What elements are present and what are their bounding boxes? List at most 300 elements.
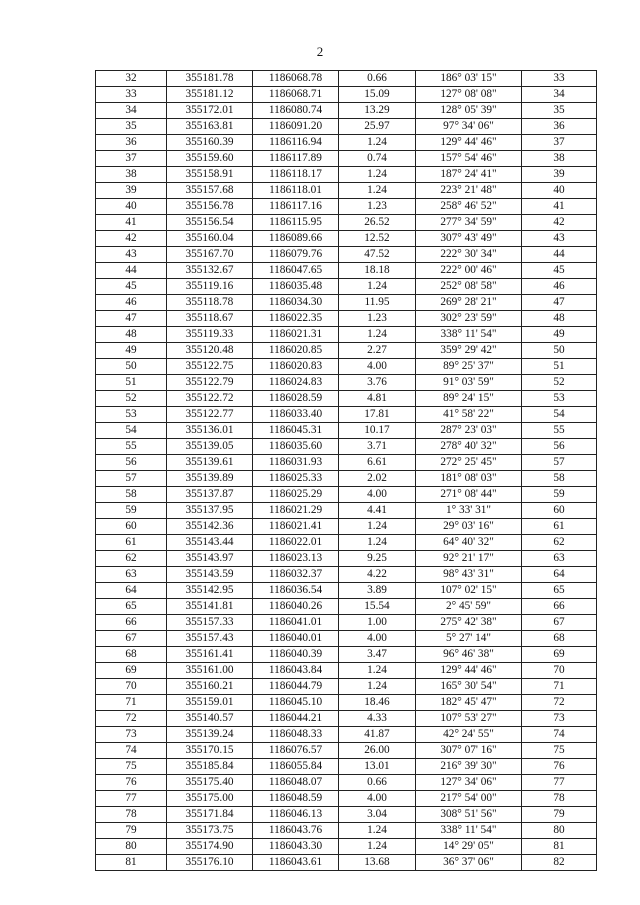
y-coordinate-cell: 1186020.85 <box>253 343 339 359</box>
distance-cell: 2.02 <box>339 471 416 487</box>
bearing-cell: 359° 29' 42" <box>416 343 522 359</box>
bearing-cell: 129° 44' 46" <box>416 663 522 679</box>
distance-cell: 3.47 <box>339 647 416 663</box>
table-row <box>96 311 597 327</box>
point-number-cell: 49 <box>96 343 167 359</box>
point-number-cell: 60 <box>96 519 167 535</box>
next-point-cell: 65 <box>522 583 597 599</box>
distance-cell: 1.24 <box>339 663 416 679</box>
next-point-cell: 80 <box>522 823 597 839</box>
y-coordinate-cell: 1186044.79 <box>253 679 339 695</box>
x-coordinate-cell: 355122.79 <box>167 375 253 391</box>
bearing-cell: 307° 07' 16" <box>416 743 522 759</box>
point-number-cell: 51 <box>96 375 167 391</box>
distance-cell: 1.24 <box>339 823 416 839</box>
next-point-cell: 43 <box>522 231 597 247</box>
point-number-cell: 78 <box>96 807 167 823</box>
point-number-cell: 80 <box>96 839 167 855</box>
y-coordinate-cell: 1186079.76 <box>253 247 339 263</box>
y-coordinate-cell: 1186021.41 <box>253 519 339 535</box>
page-number: 2 <box>316 44 324 59</box>
distance-cell: 1.24 <box>339 183 416 199</box>
bearing-cell: 128° 05' 39" <box>416 103 522 119</box>
table-row <box>96 199 597 215</box>
distance-cell: 1.23 <box>339 311 416 327</box>
next-point-cell: 35 <box>522 103 597 119</box>
y-coordinate-cell: 1186040.39 <box>253 647 339 663</box>
next-point-cell: 54 <box>522 407 597 423</box>
y-coordinate-cell: 1186044.21 <box>253 711 339 727</box>
x-coordinate-cell: 355157.33 <box>167 615 253 631</box>
bearing-cell: 2° 45' 59" <box>416 599 522 615</box>
table-row <box>96 327 597 343</box>
table-row <box>96 343 597 359</box>
point-number-cell: 73 <box>96 727 167 743</box>
table-row <box>96 775 597 791</box>
point-number-cell: 35 <box>96 119 167 135</box>
point-number-cell: 62 <box>96 551 167 567</box>
table-row <box>96 167 597 183</box>
next-point-cell: 72 <box>522 695 597 711</box>
table-row <box>96 231 597 247</box>
next-point-cell: 52 <box>522 375 597 391</box>
distance-cell: 4.22 <box>339 567 416 583</box>
x-coordinate-cell: 355143.59 <box>167 567 253 583</box>
point-number-cell: 44 <box>96 263 167 279</box>
distance-cell: 4.00 <box>339 631 416 647</box>
distance-cell: 13.01 <box>339 759 416 775</box>
point-number-cell: 33 <box>96 87 167 103</box>
table-row <box>96 823 597 839</box>
bearing-cell: 269° 28' 21" <box>416 295 522 311</box>
next-point-cell: 67 <box>522 615 597 631</box>
bearing-cell: 275° 42' 38" <box>416 615 522 631</box>
y-coordinate-cell: 1186118.01 <box>253 183 339 199</box>
distance-cell: 1.24 <box>339 679 416 695</box>
bearing-cell: 278° 40' 32" <box>416 439 522 455</box>
y-coordinate-cell: 1186116.94 <box>253 135 339 151</box>
y-coordinate-cell: 1186048.33 <box>253 727 339 743</box>
distance-cell: 2.27 <box>339 343 416 359</box>
next-point-cell: 59 <box>522 487 597 503</box>
distance-cell: 1.24 <box>339 327 416 343</box>
table-row <box>96 295 597 311</box>
next-point-cell: 46 <box>522 279 597 295</box>
point-number-cell: 79 <box>96 823 167 839</box>
y-coordinate-cell: 1186076.57 <box>253 743 339 759</box>
distance-cell: 26.00 <box>339 743 416 759</box>
distance-cell: 4.00 <box>339 487 416 503</box>
x-coordinate-cell: 355170.15 <box>167 743 253 759</box>
point-number-cell: 48 <box>96 327 167 343</box>
next-point-cell: 64 <box>522 567 597 583</box>
point-number-cell: 38 <box>96 167 167 183</box>
next-point-cell: 39 <box>522 167 597 183</box>
x-coordinate-cell: 355161.41 <box>167 647 253 663</box>
coordinates-table-body <box>96 71 597 871</box>
x-coordinate-cell: 355157.43 <box>167 631 253 647</box>
bearing-cell: 165° 30' 54" <box>416 679 522 695</box>
distance-cell: 17.81 <box>339 407 416 423</box>
table-row <box>96 263 597 279</box>
next-point-cell: 48 <box>522 311 597 327</box>
x-coordinate-cell: 355185.84 <box>167 759 253 775</box>
distance-cell: 1.00 <box>339 615 416 631</box>
point-number-cell: 75 <box>96 759 167 775</box>
bearing-cell: 89° 25' 37" <box>416 359 522 375</box>
bearing-cell: 217° 54' 00" <box>416 791 522 807</box>
y-coordinate-cell: 1186023.13 <box>253 551 339 567</box>
x-coordinate-cell: 355156.78 <box>167 199 253 215</box>
bearing-cell: 92° 21' 17" <box>416 551 522 567</box>
y-coordinate-cell: 1186117.89 <box>253 151 339 167</box>
bearing-cell: 29° 03' 16" <box>416 519 522 535</box>
x-coordinate-cell: 355160.39 <box>167 135 253 151</box>
bearing-cell: 1° 33' 31" <box>416 503 522 519</box>
x-coordinate-cell: 355142.95 <box>167 583 253 599</box>
next-point-cell: 56 <box>522 439 597 455</box>
point-number-cell: 42 <box>96 231 167 247</box>
next-point-cell: 78 <box>522 791 597 807</box>
next-point-cell: 55 <box>522 423 597 439</box>
next-point-cell: 58 <box>522 471 597 487</box>
bearing-cell: 182° 45' 47" <box>416 695 522 711</box>
x-coordinate-cell: 355160.21 <box>167 679 253 695</box>
bearing-cell: 308° 51' 56" <box>416 807 522 823</box>
point-number-cell: 64 <box>96 583 167 599</box>
x-coordinate-cell: 355181.12 <box>167 87 253 103</box>
next-point-cell: 51 <box>522 359 597 375</box>
x-coordinate-cell: 355119.33 <box>167 327 253 343</box>
y-coordinate-cell: 1186028.59 <box>253 391 339 407</box>
x-coordinate-cell: 355161.00 <box>167 663 253 679</box>
distance-cell: 4.33 <box>339 711 416 727</box>
y-coordinate-cell: 1186043.76 <box>253 823 339 839</box>
distance-cell: 1.24 <box>339 167 416 183</box>
next-point-cell: 76 <box>522 759 597 775</box>
table-row <box>96 727 597 743</box>
bearing-cell: 307° 43' 49" <box>416 231 522 247</box>
point-number-cell: 45 <box>96 279 167 295</box>
bearing-cell: 272° 25' 45" <box>416 455 522 471</box>
next-point-cell: 61 <box>522 519 597 535</box>
x-coordinate-cell: 355140.57 <box>167 711 253 727</box>
bearing-cell: 222° 00' 46" <box>416 263 522 279</box>
y-coordinate-cell: 1186048.59 <box>253 791 339 807</box>
next-point-cell: 69 <box>522 647 597 663</box>
point-number-cell: 69 <box>96 663 167 679</box>
bearing-cell: 187° 24' 41" <box>416 167 522 183</box>
table-row <box>96 615 597 631</box>
bearing-cell: 338° 11' 54" <box>416 823 522 839</box>
next-point-cell: 42 <box>522 215 597 231</box>
bearing-cell: 277° 34' 59" <box>416 215 522 231</box>
bearing-cell: 258° 46' 52" <box>416 199 522 215</box>
x-coordinate-cell: 355143.44 <box>167 535 253 551</box>
distance-cell: 1.24 <box>339 135 416 151</box>
table-row <box>96 487 597 503</box>
table-row <box>96 519 597 535</box>
table-row <box>96 407 597 423</box>
x-coordinate-cell: 355122.77 <box>167 407 253 423</box>
table-row <box>96 711 597 727</box>
y-coordinate-cell: 1186025.33 <box>253 471 339 487</box>
bearing-cell: 181° 08' 03" <box>416 471 522 487</box>
y-coordinate-cell: 1186041.01 <box>253 615 339 631</box>
distance-cell: 3.89 <box>339 583 416 599</box>
distance-cell: 13.68 <box>339 855 416 871</box>
y-coordinate-cell: 1186021.31 <box>253 327 339 343</box>
y-coordinate-cell: 1186043.30 <box>253 839 339 855</box>
point-number-cell: 37 <box>96 151 167 167</box>
distance-cell: 4.00 <box>339 359 416 375</box>
x-coordinate-cell: 355171.84 <box>167 807 253 823</box>
y-coordinate-cell: 1186043.61 <box>253 855 339 871</box>
x-coordinate-cell: 355139.61 <box>167 455 253 471</box>
y-coordinate-cell: 1186089.66 <box>253 231 339 247</box>
point-number-cell: 74 <box>96 743 167 759</box>
next-point-cell: 44 <box>522 247 597 263</box>
distance-cell: 3.76 <box>339 375 416 391</box>
table-row <box>96 151 597 167</box>
bearing-cell: 271° 08' 44" <box>416 487 522 503</box>
table-row <box>96 599 597 615</box>
table-row <box>96 695 597 711</box>
distance-cell: 18.18 <box>339 263 416 279</box>
distance-cell: 0.66 <box>339 775 416 791</box>
y-coordinate-cell: 1186043.84 <box>253 663 339 679</box>
next-point-cell: 75 <box>522 743 597 759</box>
y-coordinate-cell: 1186055.84 <box>253 759 339 775</box>
table-row <box>96 583 597 599</box>
y-coordinate-cell: 1186022.01 <box>253 535 339 551</box>
x-coordinate-cell: 355118.67 <box>167 311 253 327</box>
bearing-cell: 302° 23' 59" <box>416 311 522 327</box>
next-point-cell: 63 <box>522 551 597 567</box>
x-coordinate-cell: 355174.90 <box>167 839 253 855</box>
bearing-cell: 89° 24' 15" <box>416 391 522 407</box>
table-row <box>96 391 597 407</box>
next-point-cell: 62 <box>522 535 597 551</box>
point-number-cell: 63 <box>96 567 167 583</box>
y-coordinate-cell: 1186048.07 <box>253 775 339 791</box>
distance-cell: 41.87 <box>339 727 416 743</box>
next-point-cell: 57 <box>522 455 597 471</box>
table-row <box>96 855 597 871</box>
x-coordinate-cell: 355137.87 <box>167 487 253 503</box>
x-coordinate-cell: 355122.72 <box>167 391 253 407</box>
table-row <box>96 183 597 199</box>
y-coordinate-cell: 1186035.60 <box>253 439 339 455</box>
y-coordinate-cell: 1186046.13 <box>253 807 339 823</box>
table-row <box>96 743 597 759</box>
x-coordinate-cell: 355159.60 <box>167 151 253 167</box>
point-number-cell: 50 <box>96 359 167 375</box>
distance-cell: 15.09 <box>339 87 416 103</box>
next-point-cell: 60 <box>522 503 597 519</box>
y-coordinate-cell: 1186091.20 <box>253 119 339 135</box>
table-row <box>96 535 597 551</box>
distance-cell: 4.81 <box>339 391 416 407</box>
x-coordinate-cell: 355141.81 <box>167 599 253 615</box>
next-point-cell: 53 <box>522 391 597 407</box>
x-coordinate-cell: 355175.40 <box>167 775 253 791</box>
bearing-cell: 42° 24' 55" <box>416 727 522 743</box>
distance-cell: 15.54 <box>339 599 416 615</box>
bearing-cell: 97° 34' 06" <box>416 119 522 135</box>
distance-cell: 1.24 <box>339 535 416 551</box>
bearing-cell: 287° 23' 03" <box>416 423 522 439</box>
distance-cell: 10.17 <box>339 423 416 439</box>
x-coordinate-cell: 355163.81 <box>167 119 253 135</box>
x-coordinate-cell: 355176.10 <box>167 855 253 871</box>
distance-cell: 47.52 <box>339 247 416 263</box>
next-point-cell: 70 <box>522 663 597 679</box>
next-point-cell: 66 <box>522 599 597 615</box>
distance-cell: 6.61 <box>339 455 416 471</box>
next-point-cell: 40 <box>522 183 597 199</box>
table-row <box>96 503 597 519</box>
table-row <box>96 423 597 439</box>
y-coordinate-cell: 1186040.01 <box>253 631 339 647</box>
y-coordinate-cell: 1186021.29 <box>253 503 339 519</box>
y-coordinate-cell: 1186024.83 <box>253 375 339 391</box>
y-coordinate-cell: 1186022.35 <box>253 311 339 327</box>
bearing-cell: 107° 53' 27" <box>416 711 522 727</box>
distance-cell: 1.24 <box>339 519 416 535</box>
y-coordinate-cell: 1186040.26 <box>253 599 339 615</box>
table-row <box>96 567 597 583</box>
x-coordinate-cell: 355118.78 <box>167 295 253 311</box>
next-point-cell: 33 <box>522 71 597 87</box>
bearing-cell: 252° 08' 58" <box>416 279 522 295</box>
x-coordinate-cell: 355122.75 <box>167 359 253 375</box>
next-point-cell: 37 <box>522 135 597 151</box>
table-row <box>96 215 597 231</box>
x-coordinate-cell: 355158.91 <box>167 167 253 183</box>
table-row <box>96 119 597 135</box>
distance-cell: 13.29 <box>339 103 416 119</box>
x-coordinate-cell: 355157.68 <box>167 183 253 199</box>
distance-cell: 18.46 <box>339 695 416 711</box>
bearing-cell: 157° 54' 46" <box>416 151 522 167</box>
x-coordinate-cell: 355139.89 <box>167 471 253 487</box>
distance-cell: 3.04 <box>339 807 416 823</box>
table-row <box>96 135 597 151</box>
y-coordinate-cell: 1186115.95 <box>253 215 339 231</box>
x-coordinate-cell: 355137.95 <box>167 503 253 519</box>
table-row <box>96 663 597 679</box>
next-point-cell: 81 <box>522 839 597 855</box>
point-number-cell: 65 <box>96 599 167 615</box>
y-coordinate-cell: 1186080.74 <box>253 103 339 119</box>
point-number-cell: 77 <box>96 791 167 807</box>
x-coordinate-cell: 355139.05 <box>167 439 253 455</box>
next-point-cell: 41 <box>522 199 597 215</box>
y-coordinate-cell: 1186117.16 <box>253 199 339 215</box>
x-coordinate-cell: 355119.16 <box>167 279 253 295</box>
y-coordinate-cell: 1186036.54 <box>253 583 339 599</box>
distance-cell: 0.74 <box>339 151 416 167</box>
x-coordinate-cell: 355136.01 <box>167 423 253 439</box>
point-number-cell: 58 <box>96 487 167 503</box>
x-coordinate-cell: 355156.54 <box>167 215 253 231</box>
x-coordinate-cell: 355160.04 <box>167 231 253 247</box>
point-number-cell: 66 <box>96 615 167 631</box>
distance-cell: 4.41 <box>339 503 416 519</box>
x-coordinate-cell: 355142.36 <box>167 519 253 535</box>
table-row <box>96 455 597 471</box>
x-coordinate-cell: 355120.48 <box>167 343 253 359</box>
point-number-cell: 70 <box>96 679 167 695</box>
bearing-cell: 107° 02' 15" <box>416 583 522 599</box>
bearing-cell: 5° 27' 14" <box>416 631 522 647</box>
table-row <box>96 439 597 455</box>
next-point-cell: 74 <box>522 727 597 743</box>
distance-cell: 0.66 <box>339 71 416 87</box>
x-coordinate-cell: 355139.24 <box>167 727 253 743</box>
bearing-cell: 129° 44' 46" <box>416 135 522 151</box>
point-number-cell: 71 <box>96 695 167 711</box>
point-number-cell: 32 <box>96 71 167 87</box>
next-point-cell: 47 <box>522 295 597 311</box>
point-number-cell: 57 <box>96 471 167 487</box>
bearing-cell: 338° 11' 54" <box>416 327 522 343</box>
x-coordinate-cell: 355132.67 <box>167 263 253 279</box>
x-coordinate-cell: 355159.01 <box>167 695 253 711</box>
point-number-cell: 54 <box>96 423 167 439</box>
y-coordinate-cell: 1186045.31 <box>253 423 339 439</box>
next-point-cell: 49 <box>522 327 597 343</box>
point-number-cell: 46 <box>96 295 167 311</box>
y-coordinate-cell: 1186035.48 <box>253 279 339 295</box>
point-number-cell: 41 <box>96 215 167 231</box>
y-coordinate-cell: 1186034.30 <box>253 295 339 311</box>
x-coordinate-cell: 355181.78 <box>167 71 253 87</box>
y-coordinate-cell: 1186068.71 <box>253 87 339 103</box>
bearing-cell: 64° 40' 32" <box>416 535 522 551</box>
distance-cell: 1.24 <box>339 839 416 855</box>
point-number-cell: 43 <box>96 247 167 263</box>
bearing-cell: 96° 46' 38" <box>416 647 522 663</box>
table-row <box>96 71 597 87</box>
bearing-cell: 36° 37' 06" <box>416 855 522 871</box>
point-number-cell: 68 <box>96 647 167 663</box>
point-number-cell: 72 <box>96 711 167 727</box>
x-coordinate-cell: 355143.97 <box>167 551 253 567</box>
next-point-cell: 50 <box>522 343 597 359</box>
table-row <box>96 679 597 695</box>
point-number-cell: 47 <box>96 311 167 327</box>
point-number-cell: 53 <box>96 407 167 423</box>
table-row <box>96 103 597 119</box>
next-point-cell: 34 <box>522 87 597 103</box>
next-point-cell: 71 <box>522 679 597 695</box>
bearing-cell: 91° 03' 59" <box>416 375 522 391</box>
point-number-cell: 59 <box>96 503 167 519</box>
next-point-cell: 79 <box>522 807 597 823</box>
table-row <box>96 375 597 391</box>
point-number-cell: 36 <box>96 135 167 151</box>
table-row <box>96 279 597 295</box>
y-coordinate-cell: 1186032.37 <box>253 567 339 583</box>
distance-cell: 25.97 <box>339 119 416 135</box>
table-row <box>96 551 597 567</box>
y-coordinate-cell: 1186033.40 <box>253 407 339 423</box>
point-number-cell: 40 <box>96 199 167 215</box>
y-coordinate-cell: 1186068.78 <box>253 71 339 87</box>
bearing-cell: 222° 30' 34" <box>416 247 522 263</box>
